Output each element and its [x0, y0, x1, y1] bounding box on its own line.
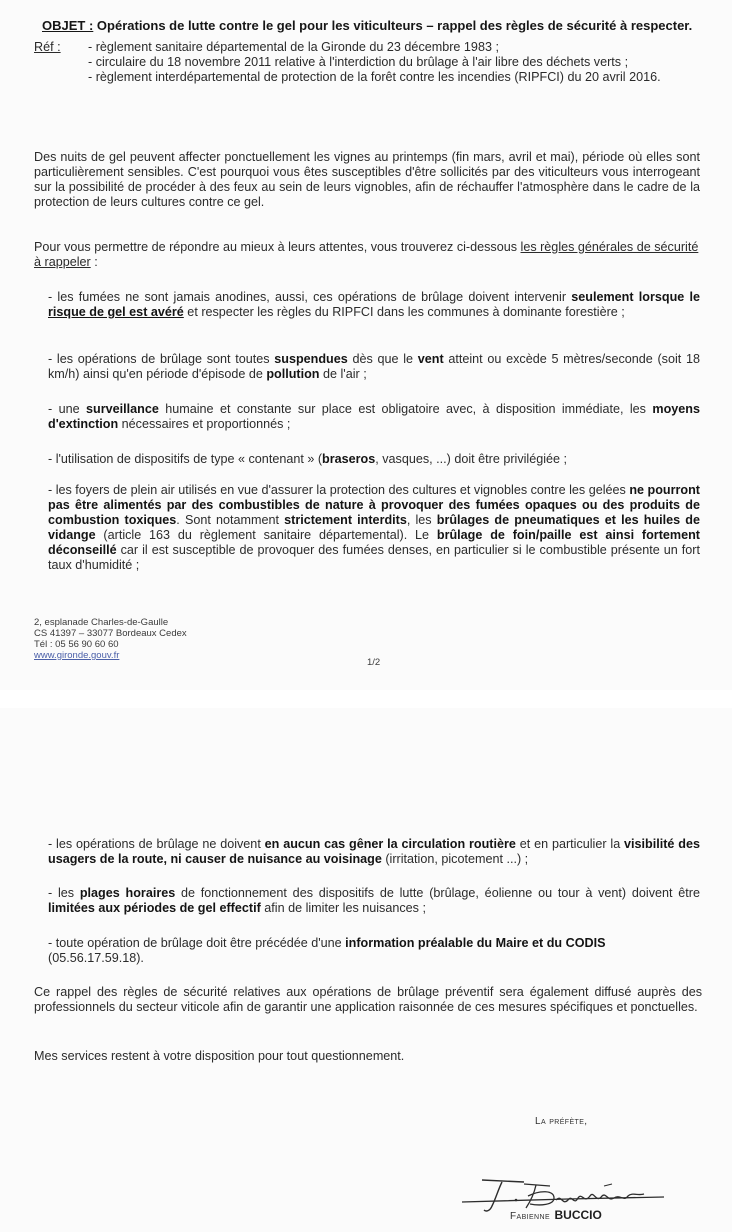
rule-emphasis: surveillance — [86, 402, 159, 416]
rule-text: - les fumées ne sont jamais anodines, aussi, ces opérations de brûlage doivent intervenir — [48, 290, 572, 304]
rule-emphasis: brûlage de foin/paille est ainsi fortement déconseillé — [48, 528, 700, 557]
rule-item-time-slots — [48, 886, 700, 916]
rule-item-notification — [48, 936, 700, 966]
website-link[interactable]: www.gironde.gouv.fr — [34, 650, 120, 661]
rules-heading-link: les règles générales de sécurité à rappeler — [34, 240, 699, 269]
rule-item-wind — [48, 352, 700, 382]
phone-number: Tél : 05 56 90 60 60 — [34, 639, 119, 650]
rule-emphasis: moyens d'extinction — [48, 402, 700, 431]
intro-paragraph-rules — [34, 240, 704, 270]
closing-paragraph: Ce rappel des règles de sécurité relatives aux opérations de brûlage préventif sera également diffusé auprès des professionnels du secteur viticole afin de garantir une application raisonnée de ces mesures spécifiques et ponctuelles. — [34, 985, 702, 1014]
address-line: CS 41397 – 33077 Bordeaux Cedex — [34, 628, 187, 639]
rule-emphasis: pollution — [266, 367, 320, 381]
page-separator — [0, 690, 732, 708]
rule-emphasis: vent — [417, 352, 444, 366]
rule-text: car il est susceptible de provoquer des fumées denses, en particulier si le combustible présente un fort taux d'humidité ; — [48, 543, 700, 572]
rule-text: humaine et constante sur place est obligatoire avec, à disposition immédiate, les — [158, 402, 653, 416]
rule-text: dès que le — [347, 352, 418, 366]
rule-item-surveillance — [48, 402, 700, 432]
signatory-first-name: Fabienne — [510, 1211, 551, 1222]
rule-text: atteint ou excède 5 mètres/seconde (soit 18 km/h) ainsi qu'en période d'épisode de — [48, 352, 701, 381]
reference-item: - règlement interdépartemental de protection de la forêt contre les incendies (RIPFCI) du 20 avril 2016. — [88, 70, 661, 84]
rule-emphasis: risque de gel est avéré — [48, 305, 184, 319]
rule-text: de l'air ; — [319, 367, 367, 381]
closing-availability: Mes services restent à votre disposition pour tout questionnement. — [34, 1049, 405, 1063]
rule-text: nécessaires et proportionnés ; — [118, 417, 291, 431]
subject-line — [42, 18, 732, 33]
rule-text: (irritation, picotement ...) ; — [381, 852, 529, 866]
intro-paragraph: Des nuits de gel peuvent affecter ponctuellement les vignes au printemps (fin mars, avril et mai), période où elles sont particulièrement sensibles. C'est pourquoi vous êtes susceptibles d'être sollicités par des viticulteurs vous interrogeant sur la possibilité de procéder à des feux au sein de leurs vignobles, afin de réchauffer l'atmosphère dans le cadre de la protection de leurs cultures contre ce gel. — [34, 150, 700, 209]
rule-text: et respecter les règles du RIPFCI dans les communes à dominante forestière ; — [183, 305, 625, 319]
intro-text-end: : — [90, 255, 98, 269]
rule-emphasis: suspendues — [274, 352, 348, 366]
page-number: 1/2 — [367, 657, 381, 668]
rule-emphasis: limitées aux périodes de gel effectif — [48, 901, 261, 915]
rule-item-containers — [48, 452, 700, 467]
rule-text: - toute opération de brûlage doit être précédée d'une — [48, 936, 346, 950]
rule-emphasis: information préalable du Maire et du CODIS — [345, 936, 606, 950]
signatory-last-name: BUCCIO — [554, 1208, 602, 1222]
rule-text: . Sont notamment — [176, 513, 285, 527]
intro-text: Pour vous permettre de répondre au mieux à leurs attentes, vous trouverez ci-dessous — [34, 240, 521, 254]
rule-text: de fonctionnement des dispositifs de lutte (brûlage, éolienne ou tour à vent) doivent être — [175, 886, 700, 900]
rule-item-fuels — [48, 483, 700, 573]
references-list — [88, 40, 728, 85]
rule-text: , vasques, ...) doit être privilégiée ; — [375, 452, 568, 466]
rule-emphasis: braseros — [322, 452, 376, 466]
rule-emphasis: seulement lorsque le — [571, 290, 700, 304]
rule-item-traffic — [48, 837, 700, 867]
rule-emphasis: strictement interdits — [284, 513, 407, 527]
rule-item-smoke — [48, 290, 700, 320]
reference-item: - circulaire du 18 novembre 2011 relative à l'interdiction du brûlage à l'air libre des déchets verts ; — [88, 55, 629, 69]
rule-emphasis: visibilité des usagers de la route, ni causer de nuisance au voisinage — [48, 837, 700, 866]
rule-text: (05.56.17.59.18). — [48, 951, 144, 965]
rule-emphasis: en aucun cas gêner la circulation routière — [264, 837, 516, 851]
rule-text: , les — [406, 513, 437, 527]
document-page-2 — [0, 708, 732, 1232]
rule-text: - l'utilisation de dispositifs de type « contenant » ( — [48, 452, 323, 466]
rule-text: - les foyers de plein air utilisés en vue d'assurer la protection des cultures et vignobles contre les gelées — [48, 483, 630, 497]
rule-emphasis: ne pourront pas être alimentés par des combustibles de nature à provoquer des fumées opaques ou des produits de combustion toxiques — [48, 483, 700, 527]
rule-text: - une — [48, 402, 87, 416]
rule-text: - les — [48, 886, 80, 900]
reference-item: - règlement sanitaire départemental de la Gironde du 23 décembre 1983 ; — [88, 40, 499, 54]
references-label: Réf : — [34, 40, 61, 54]
rule-text: (article 163 du règlement sanitaire départemental). Le — [95, 528, 437, 542]
rule-text: afin de limiter les nuisances ; — [260, 901, 426, 915]
signatory-name — [510, 1206, 602, 1224]
rule-text: - les opérations de brûlage ne doivent — [48, 837, 265, 851]
rule-emphasis: plages horaires — [79, 886, 176, 900]
signatory-title: La préfète, — [535, 1116, 588, 1127]
rule-emphasis: brûlages de pneumatiques et les huiles de vidange — [48, 513, 700, 542]
rule-text: et en particulier la — [515, 837, 625, 851]
sender-address-block — [34, 617, 274, 661]
subject-text: Opérations de lutte contre le gel pour les viticulteurs – rappel des règles de sécurité à respecter. — [96, 18, 693, 33]
rule-text: - les opérations de brûlage sont toutes — [48, 352, 275, 366]
address-line: 2, esplanade Charles-de-Gaulle — [34, 617, 169, 628]
subject-label: OBJET : — [42, 18, 94, 33]
